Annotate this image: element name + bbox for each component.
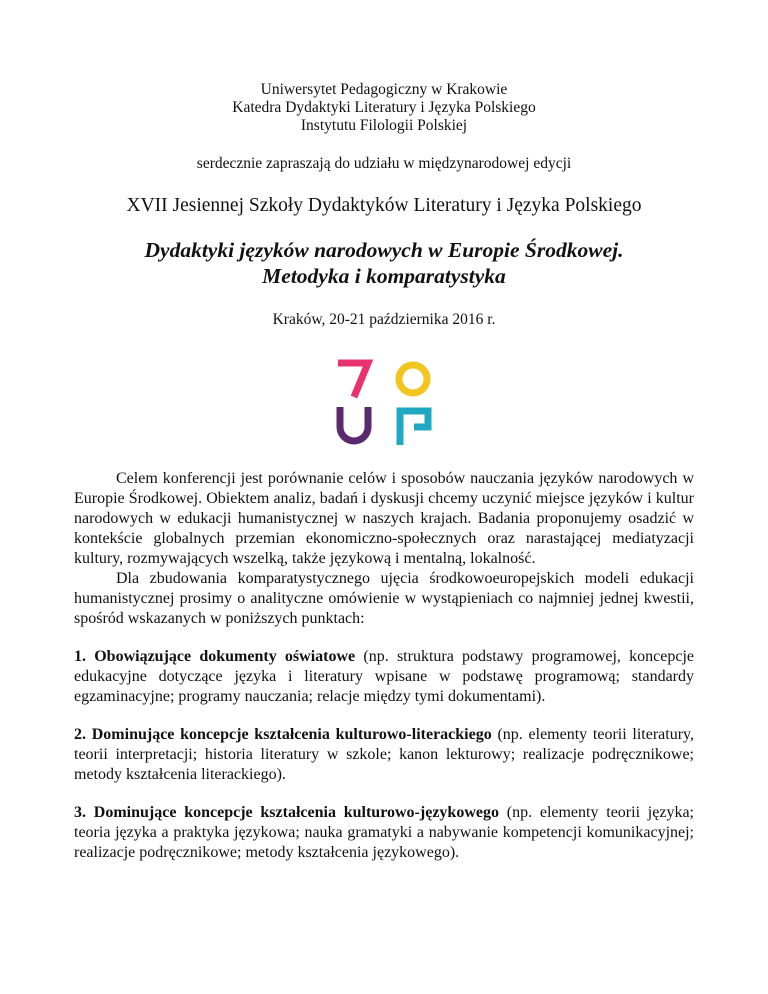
topic-text: (np. elementy teorii języka; teoria języka a praktyka językowa; nauka gramatyki a nabywanie kompetencji komunikacyjnej; realizacje podręcznikowe; metody kształcenia językowego). xyxy=(74,804,694,861)
invitation-text: serdecznie zapraszają do udziału w międzynarodowej edycji xyxy=(196,155,572,172)
school-name: XVII Jesiennej Szkoły Dydaktyków Literatury i Języka Polskiego xyxy=(126,195,642,216)
topic-item-3 xyxy=(74,803,694,863)
institution-header xyxy=(74,0,694,135)
title-line-1: Dydaktyki języków narodowych w Europie Środkowej. xyxy=(144,238,624,262)
paragraph-2: Dla zbudowania komparatystycznego ujęcia środkowoeuropejskich modeli edukacji humanistycznej prosimy o analityczne omówienie w wystąpieniach co najmniej jednej kwestii, spośród wskazanych w poniższych punktach: xyxy=(74,570,694,627)
title-line-2: Metodyka i komparatystyka xyxy=(262,264,506,288)
topic-text: (np. elementy teorii literatury, teorii interpretacji; historia literatury w szkole; kanon lekturowy; realizacje podręcznikowe; metody kształcenia literackiego). xyxy=(74,726,694,783)
intro-text xyxy=(74,469,694,629)
university-name: Uniwersytet Pedagogiczny w Krakowie xyxy=(260,81,508,98)
topic-item-1 xyxy=(74,647,694,707)
conference-title xyxy=(74,237,694,289)
u-glyph xyxy=(340,407,368,441)
topic-heading: 3. Dominujące koncepcje kształcenia kulturowo-językowego xyxy=(74,804,499,821)
topic-heading: 1. Obowiązujące dokumenty oświatowe xyxy=(74,648,356,665)
p-glyph xyxy=(400,411,428,445)
place-date: Kraków, 20-21 października 2016 r. xyxy=(272,311,496,328)
topic-item-2 xyxy=(74,725,694,785)
topic-text: (np. struktura podstawy programowej, koncepcje edukacyjne dotyczące języka i literatury wpisane w podstawę programową; standardy egzaminacyjne; programy nauczania; relacje między tymi dokumentami). xyxy=(74,648,694,705)
paragraph-1: Celem konferencji jest porównanie celów i sposobów nauczania języków narodowych w Europie Środkowej. Obiektem analiz, badań i dyskusji chcemy uczynić miejsce języków i kultur narodowych w edukacji humanistycznej w naszych krajach. Badania proponujemy osadzić w kontekście globalnych przemian ekonomiczno-społecznych oraz narastającej mediatyzacji kultury, rozmywających wszelką, także językową i mentalną, lokalność. xyxy=(74,470,694,567)
department-name: Katedra Dydaktyki Literatury i Języka Polskiego xyxy=(232,99,536,116)
70-up-logo xyxy=(334,357,434,447)
topic-heading: 2. Dominujące koncepcje kształcenia kulturowo-literackiego xyxy=(74,726,492,743)
institute-name: Instytutu Filologii Polskiej xyxy=(300,117,468,134)
seven-glyph xyxy=(338,363,368,397)
circle-glyph xyxy=(399,365,427,393)
